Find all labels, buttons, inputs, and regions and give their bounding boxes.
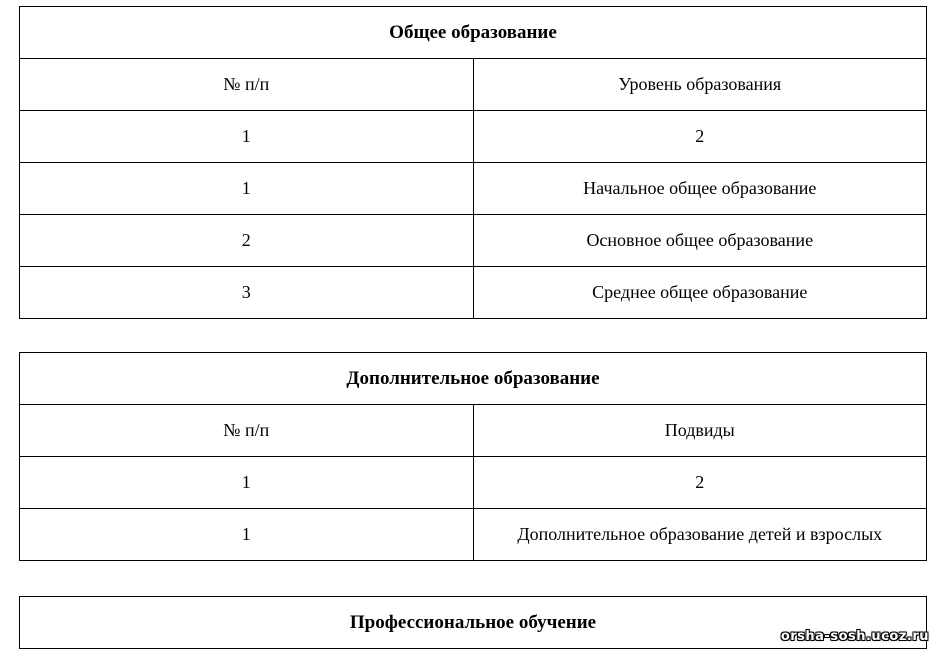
row-num: 3 [20,267,474,319]
table-row [20,267,927,319]
table-row [20,111,927,163]
header-level: Уровень образования [473,59,927,111]
table-row [20,163,927,215]
table-row [20,215,927,267]
row-value: Дополнительное образование детей и взрослых [473,509,927,561]
row-value: Основное общее образование [473,215,927,267]
general-education-table [19,6,927,319]
row-num: 1 [20,163,474,215]
table-title: Профессиональное обучение [20,597,927,649]
table-title: Дополнительное образование [20,353,927,405]
row-num: 1 [20,111,474,163]
table-title: Общее образование [20,7,927,59]
header-num: № п/п [20,59,474,111]
table-row [20,509,927,561]
row-value: Среднее общее образование [473,267,927,319]
header-num: № п/п [20,405,474,457]
row-value: 2 [473,111,927,163]
additional-education-table [19,352,927,561]
row-value: Начальное общее образование [473,163,927,215]
row-num: 2 [20,215,474,267]
table-row [20,457,927,509]
site-watermark: orsha-sosh.ucoz.ru [780,629,929,644]
row-num: 1 [20,457,474,509]
header-subtypes: Подвиды [473,405,927,457]
row-num: 1 [20,509,474,561]
row-value: 2 [473,457,927,509]
